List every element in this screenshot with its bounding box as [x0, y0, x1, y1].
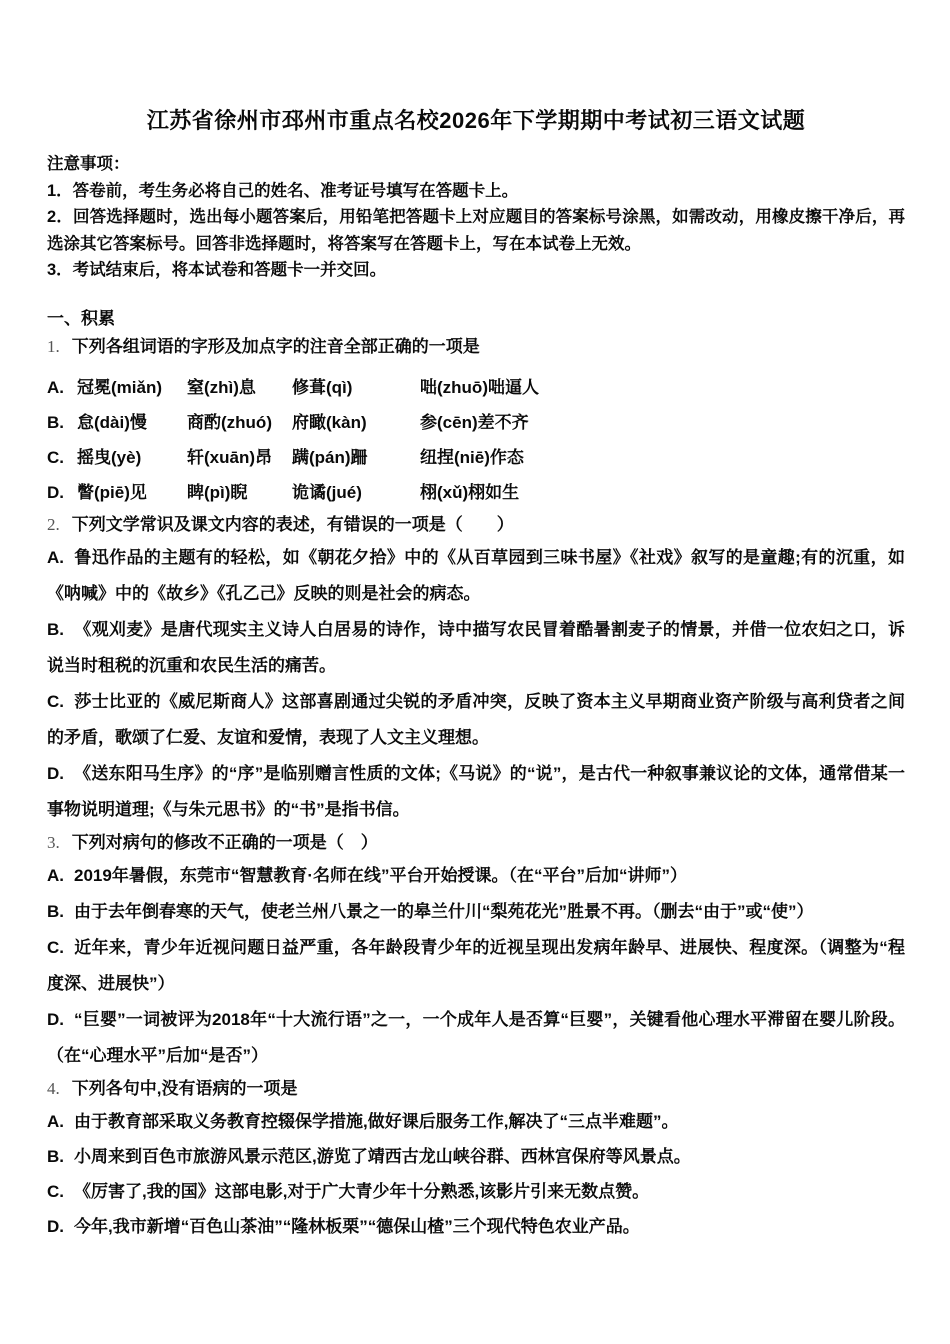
- question-4-number: 4.: [47, 1078, 60, 1098]
- option-label-a: A.: [47, 547, 64, 567]
- word-item: 睥(pì)睨: [187, 482, 248, 502]
- option-text: 由于教育部采取义务教育控辍保学措施,做好课后服务工作,解决了“三点半难题”。: [74, 1111, 679, 1131]
- word-item: 诡谲(jué): [292, 482, 362, 502]
- question-2-option-c: [47, 684, 905, 756]
- question-3-option-a: [47, 858, 905, 894]
- option-label-d: D.: [47, 482, 64, 502]
- notice-section: [47, 151, 905, 284]
- option-label-c: C.: [47, 691, 64, 711]
- word-item: 瞥(piē)见: [77, 482, 147, 502]
- question-4-option-c: [47, 1174, 905, 1209]
- question-3-option-d: [47, 1002, 905, 1074]
- option-label-c: C.: [47, 1181, 64, 1201]
- question-3-stem: [47, 828, 905, 858]
- question-3-option-b: [47, 894, 905, 930]
- question-2-option-b: [47, 612, 905, 684]
- question-3-stem-text: 下列对病句的修改不正确的一项是（ ）: [71, 832, 378, 852]
- option-label-a: A.: [47, 377, 64, 397]
- option-text: 《厉害了,我的国》这部电影,对于广大青少年十分熟悉,该影片引来无数点赞。: [74, 1181, 650, 1201]
- option-text: 小周来到百色市旅游风景示范区,游览了靖西古龙山峡谷群、西林宫保府等风景点。: [74, 1146, 691, 1166]
- notice-heading: 注意事项：: [47, 155, 130, 173]
- notice-item-3: 3．考试结束后，将本试卷和答题卡一并交回。: [47, 261, 387, 279]
- question-2-stem-text: 下列文学常识及课文内容的表述，有错误的一项是（ ）: [71, 514, 514, 534]
- option-text: “巨婴”一词被评为2018年“十大流行语”之一，一个成年人是否算“巨婴”，关键看他心理水平滞留在婴儿阶段。（在“心理水平”后加“是否”）: [47, 1009, 905, 1065]
- option-label-b: B.: [47, 412, 64, 432]
- question-4-stem: [47, 1074, 905, 1104]
- question-2-number: 2.: [47, 514, 60, 534]
- notice-item-2: 2．回答选择题时，选出每小题答案后，用铅笔把答题卡上对应题目的答案标号涂黑，如需改动，用橡皮擦干净后，再选涂其它答案标号。回答非选择题时，将答案写在答题卡上，写在本试卷上无效。: [47, 208, 905, 253]
- word-item: 轩(xuān)昂: [187, 447, 272, 467]
- word-item: 参(cēn)差不齐: [420, 412, 529, 432]
- question-2-option-a: [47, 540, 905, 612]
- question-4-block: [47, 1074, 905, 1244]
- option-label-c: C.: [47, 447, 64, 467]
- question-2-option-d: [47, 756, 905, 828]
- option-text: 《观刈麦》是唐代现实主义诗人白居易的诗作，诗中描写农民冒着酷暑割麦子的情景，并借一位农妇之口，诉说当时租税的沉重和农民生活的痛苦。: [47, 619, 905, 675]
- word-item: 商酌(zhuó): [187, 412, 272, 432]
- option-label-b: B.: [47, 901, 64, 921]
- word-item: 冠冕(miǎn): [77, 377, 162, 397]
- option-label-b: B.: [47, 1146, 64, 1166]
- option-label-d: D.: [47, 1216, 64, 1236]
- question-1-options: [47, 370, 905, 510]
- word-item: 怠(dài)慢: [77, 412, 147, 432]
- word-item: 窒(zhì)息: [187, 377, 256, 397]
- page-title: 江苏省徐州市邳州市重点名校2026年下学期期中考试初三语文试题: [146, 108, 806, 133]
- question-1-number: 1.: [47, 336, 60, 356]
- question-4-stem-text: 下列各句中,没有语病的一项是: [71, 1078, 298, 1098]
- question-2-stem: [47, 510, 905, 540]
- option-label-a: A.: [47, 1111, 64, 1131]
- word-item: 纽捏(niē)作态: [420, 447, 524, 467]
- question-1-stem-text: 下列各组词语的字形及加点字的注音全部正确的一项是: [71, 336, 480, 356]
- word-item: 咄(zhuō)咄逼人: [420, 377, 539, 397]
- question-3-option-c: [47, 930, 905, 1002]
- option-label-c: C.: [47, 937, 64, 957]
- option-text: 由于去年倒春寒的天气，使老兰州八景之一的皋兰什川“梨苑花光”胜景不再。（删去“由于”或“使”）: [74, 901, 814, 921]
- question-4-option-a: [47, 1104, 905, 1139]
- word-item: 府瞰(kàn): [292, 412, 367, 432]
- option-text: 鲁迅作品的主题有的轻松，如《朝花夕拾》中的《从百草园到三味书屋》《社戏》叙写的是童趣;有的沉重，如《呐喊》中的《故乡》《孔乙己》反映的则是社会的病态。: [47, 547, 905, 603]
- notice-item-1: 1．答卷前，考生务必将自己的姓名、准考证号填写在答题卡上。: [47, 181, 519, 200]
- option-label-d: D.: [47, 1009, 64, 1029]
- option-text: 2019年暑假，东莞市“智慧教育·名师在线”平台开始授课。（在“平台”后加“讲师”）: [74, 865, 687, 885]
- option-label-b: B.: [47, 619, 64, 639]
- option-text: 《送东阳马生序》的“序”是临别赠言性质的文体;《马说》的“说”，是古代一种叙事兼议论的文体，通常借某一事物说明道理;《与朱元思书》的“书”是指书信。: [47, 763, 905, 819]
- option-label-d: D.: [47, 763, 64, 783]
- question-3-number: 3.: [47, 832, 60, 852]
- option-text: 近年来，青少年近视问题日益严重，各年龄段青少年的近视呈现出发病年龄早、进展快、程度深。（调整为“程度深、进展快”）: [47, 937, 905, 993]
- question-4-option-d: [47, 1209, 905, 1244]
- word-item: 蹒(pán)跚: [292, 447, 368, 467]
- word-item: 摇曳(yè): [77, 447, 142, 467]
- word-item: 栩(xǔ)栩如生: [420, 482, 520, 502]
- option-label-a: A.: [47, 865, 64, 885]
- word-item: 修葺(qì): [292, 377, 353, 397]
- question-1-stem: [47, 332, 905, 362]
- option-text: 今年,我市新增“百色山茶油”“隆林板栗”“德保山楂”三个现代特色农业产品。: [74, 1216, 640, 1236]
- option-text: 莎士比亚的《威尼斯商人》这部喜剧通过尖锐的矛盾冲突，反映了资本主义早期商业资产阶级与高利贷者之间的矛盾，歌颂了仁爱、友谊和爱情，表现了人文主义理想。: [47, 691, 905, 747]
- section-heading: 一、积累: [47, 308, 115, 328]
- question-4-option-b: [47, 1139, 905, 1174]
